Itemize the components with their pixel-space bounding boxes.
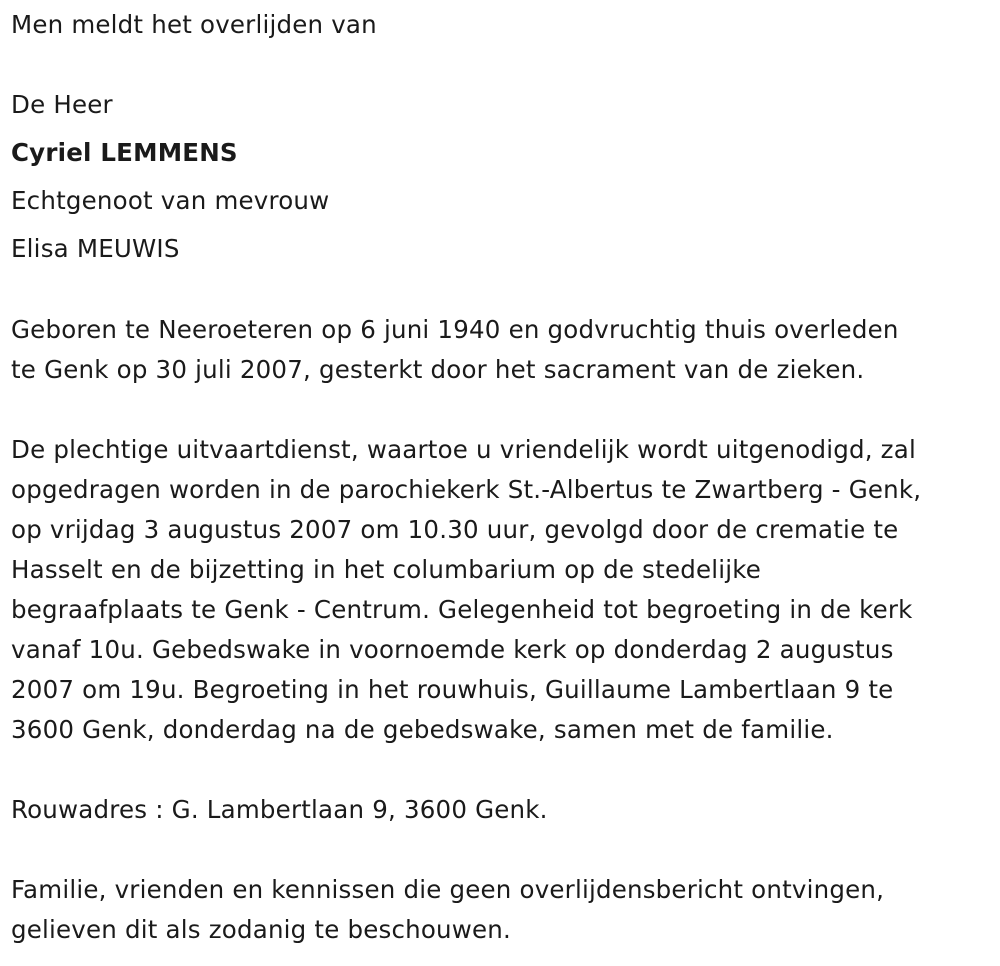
spouse-name: Elisa MEUWIS	[11, 234, 180, 263]
paragraph-line: 2007 om 19u. Begroeting in het rouwhuis, Guillaume Lambertlaan 9 te	[11, 675, 894, 704]
paragraph-line: gelieven dit als zodanig te beschouwen.	[11, 915, 512, 944]
notice-paragraph	[11, 870, 884, 950]
birth-death-paragraph	[11, 310, 899, 390]
mourning-address: Rouwadres : G. Lambertlaan 9, 3600 Genk.	[11, 795, 548, 824]
paragraph-line: 3600 Genk, donderdag na de gebedswake, samen met de familie.	[11, 715, 834, 744]
paragraph-line: begraafplaats te Genk - Centrum. Gelegenheid tot begroeting in de kerk	[11, 595, 913, 624]
funeral-service-paragraph	[11, 430, 921, 750]
paragraph-line: Geboren te Neeroeteren op 6 juni 1940 en godvruchtig thuis overleden	[11, 315, 899, 344]
spouse-label: Echtgenoot van mevrouw	[11, 186, 330, 215]
paragraph-line: Hasselt en de bijzetting in het columbarium op de stedelijke	[11, 555, 762, 584]
announcement-intro: Men meldt het overlijden van	[11, 10, 377, 39]
paragraph-line: opgedragen worden in de parochiekerk St.-Albertus te Zwartberg - Genk,	[11, 475, 922, 504]
deceased-name: Cyriel LEMMENS	[11, 138, 238, 167]
paragraph-line: De plechtige uitvaartdienst, waartoe u vriendelijk wordt uitgenodigd, zal	[11, 435, 916, 464]
honorific-title: De Heer	[11, 90, 113, 119]
paragraph-line: op vrijdag 3 augustus 2007 om 10.30 uur, gevolgd door de crematie te	[11, 515, 899, 544]
paragraph-line: vanaf 10u. Gebedswake in voornoemde kerk op donderdag 2 augustus	[11, 635, 894, 664]
paragraph-line: Familie, vrienden en kennissen die geen overlijdensbericht ontvingen,	[11, 875, 885, 904]
paragraph-line: te Genk op 30 juli 2007, gesterkt door het sacrament van de zieken.	[11, 355, 865, 384]
